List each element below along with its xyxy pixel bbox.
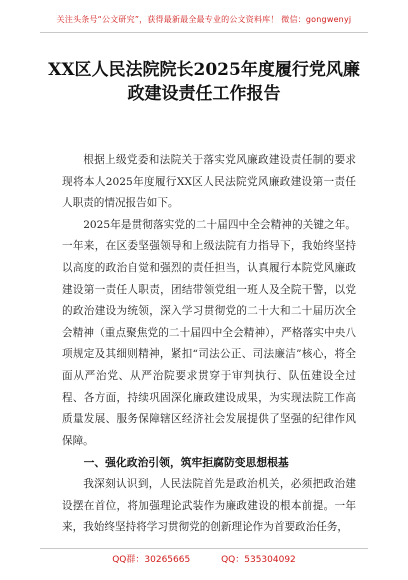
summary-paragraph: 2025年是贯彻落实党的二十届四中全会精神的关键之年。一年来，在区委坚强领导和上级法院有力指导下，我始终坚持以高度的政治自觉和强烈的责任担当，认真履行本院党风廉政建设第一责任人职责，团结带领党组一班人及全院干警，以党的政治建设为统领，深入学习贯彻党的二十大和二十届历次全会精神（重点聚焦党的二十届四中全会精神），严格落实中央八项规定及其细则精神，紧扣“司法公正、司法廉洁”核心，将全面从严治党、从严治院要求贯穿于审判执行、队伍建设全过程、各方面，持续巩固深化廉政建设成果，为实现法院工作高质量发展、服务保障辖区经济社会发展提供了坚强的纪律作风保障。 <box>62 218 356 447</box>
header-banner: 关注头条号“公文研究”，获得最新最全最专业的公文资料库！ 微信：gongwenyj <box>56 15 352 24</box>
intro-paragraph: 根据上级党委和法院关于落实党风廉政建设责任制的要求现将本人2025年度履行XX区人民法院党风廉政建设第一责任人职责的情况报告如下。 <box>62 154 356 210</box>
section-1-heading: 一、强化政治引领，筑牢拒腐防变思想根基 <box>83 456 289 470</box>
title-line-1: XX区人民法院院长2025年度履行党风廉 <box>48 60 360 80</box>
header-divider <box>40 32 368 33</box>
footer-qq-group: QQ群：30265665 <box>112 555 191 565</box>
section-1-paragraph: 我深刻认识到，人民法院首先是政治机关，必须把政治建设摆在首位，将加强理论武装作为廉政建设的根本前提。一年来，我始终坚持将学习贯彻党的创新理论作为首要政治任务， <box>62 477 356 534</box>
document-title <box>30 58 378 106</box>
footer-qq-contact: QQ：535304092 <box>221 555 296 565</box>
title-line-2: 政建设责任工作报告 <box>127 84 281 104</box>
document-body <box>62 150 356 539</box>
footer-divider <box>40 548 368 549</box>
footer <box>0 552 408 565</box>
